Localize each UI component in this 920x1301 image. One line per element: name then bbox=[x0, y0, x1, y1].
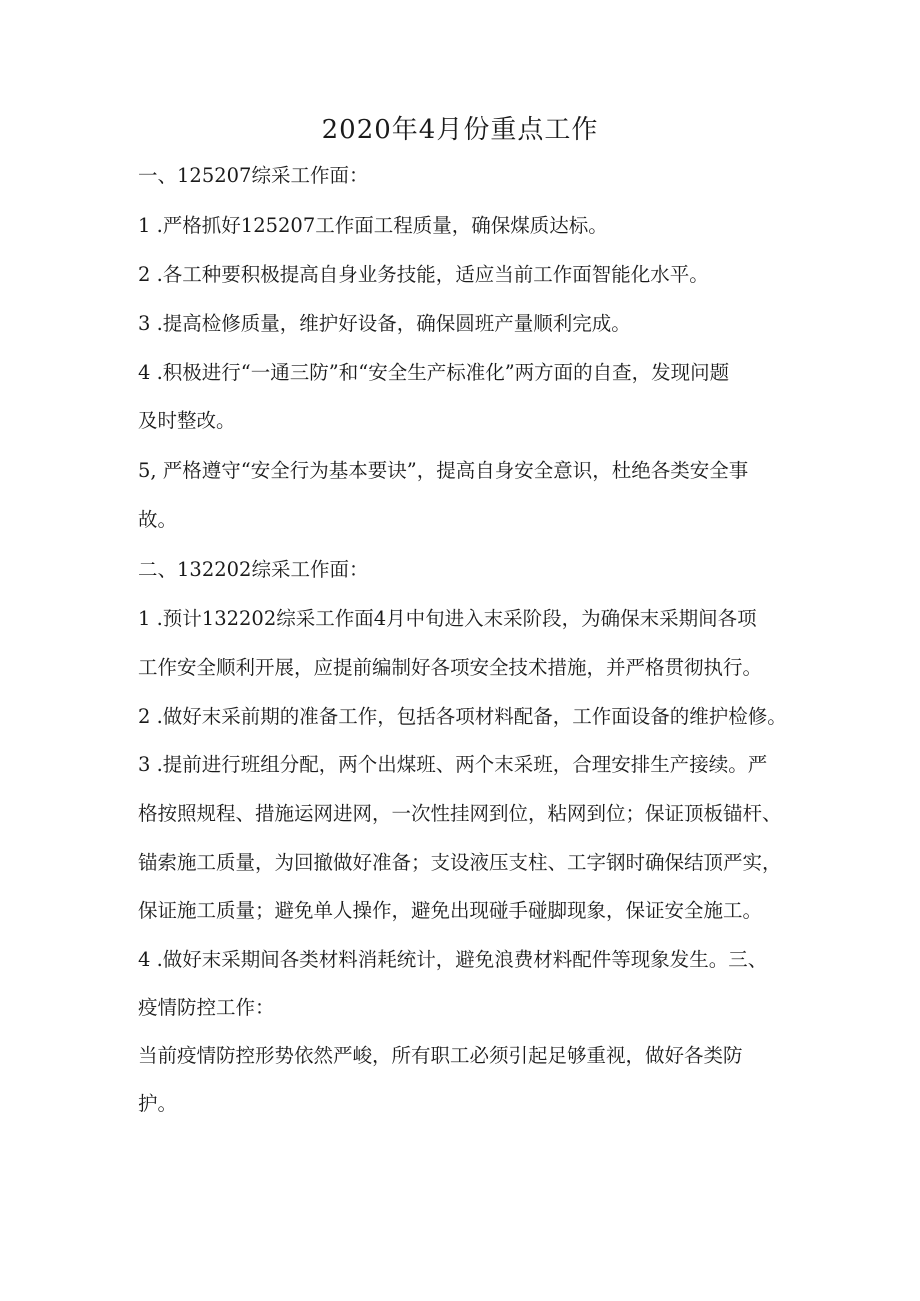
section-1-item-2: 2 .各工种要积极提高自身业务技能，适应当前工作面智能化水平。 bbox=[138, 263, 709, 286]
section-2-heading: 二、132202综采工作面： bbox=[138, 558, 369, 581]
section-2-item-2-line-1: 2 .做好末采前期的准备工作，包括各项材料配备，工作面设备的维护检修。 bbox=[138, 705, 787, 728]
section-2-item-3-line-3: 锚索施工质量，为回撤做好准备；支设液压支柱、工字钢时确保结顶严实， bbox=[138, 851, 782, 874]
section-3-line-1: 当前疫情防控形势依然严峻，所有职工必须引起足够重视，做好各类防 bbox=[138, 1044, 743, 1067]
section-2-item-4-line-1: 4 .做好末采期间各类材料消耗统计，避免浪费材料配件等现象发生。三、 bbox=[138, 948, 768, 971]
section-1-item-5-line-2: 故。 bbox=[138, 508, 178, 531]
section-1-item-4-line-1: 4 .积极进行“一通三防”和“安全生产标准化”两方面的自查，发现问题 bbox=[138, 361, 730, 384]
section-2-item-3-line-4: 保证施工质量；避免单人操作，避免出现碰手碰脚现象，保证安全施工。 bbox=[138, 899, 763, 922]
section-2-item-3-line-2: 格按照规程、措施运网进网，一次性挂网到位，粘网到位；保证顶板锚杆、 bbox=[138, 802, 782, 825]
section-2-item-1-line-2: 工作安全顺利开展，应提前编制好各项安全技术措施，并严格贯彻执行。 bbox=[138, 656, 763, 679]
section-1-item-5-line-1: 5, 严格遵守“安全行为基本要诀”，提高自身安全意识，杜绝各类安全事 bbox=[138, 459, 749, 482]
section-2-item-4-line-2: 疫情防控工作： bbox=[138, 996, 275, 1019]
section-1-item-4-line-2: 及时整改。 bbox=[138, 409, 236, 432]
section-1-item-3: 3 .提高检修质量，维护好设备，确保圆班产量顺利完成。 bbox=[138, 312, 631, 335]
page-title: 2020年4月份重点工作 bbox=[321, 115, 599, 145]
section-2-item-3-line-1: 3 .提前进行班组分配，两个出煤班、两个末采班，合理安排生产接续。严 bbox=[138, 753, 768, 776]
section-1-item-1: 1 .严格抓好125207工作面工程质量，确保煤质达标。 bbox=[138, 214, 608, 237]
section-2-item-1-line-1: 1 .预计132202综采工作面4月中旬进入末采阶段，为确保末采期间各项 bbox=[138, 607, 757, 630]
section-3-line-2: 护。 bbox=[138, 1092, 178, 1115]
section-1-heading: 一、125207综采工作面： bbox=[138, 164, 369, 187]
